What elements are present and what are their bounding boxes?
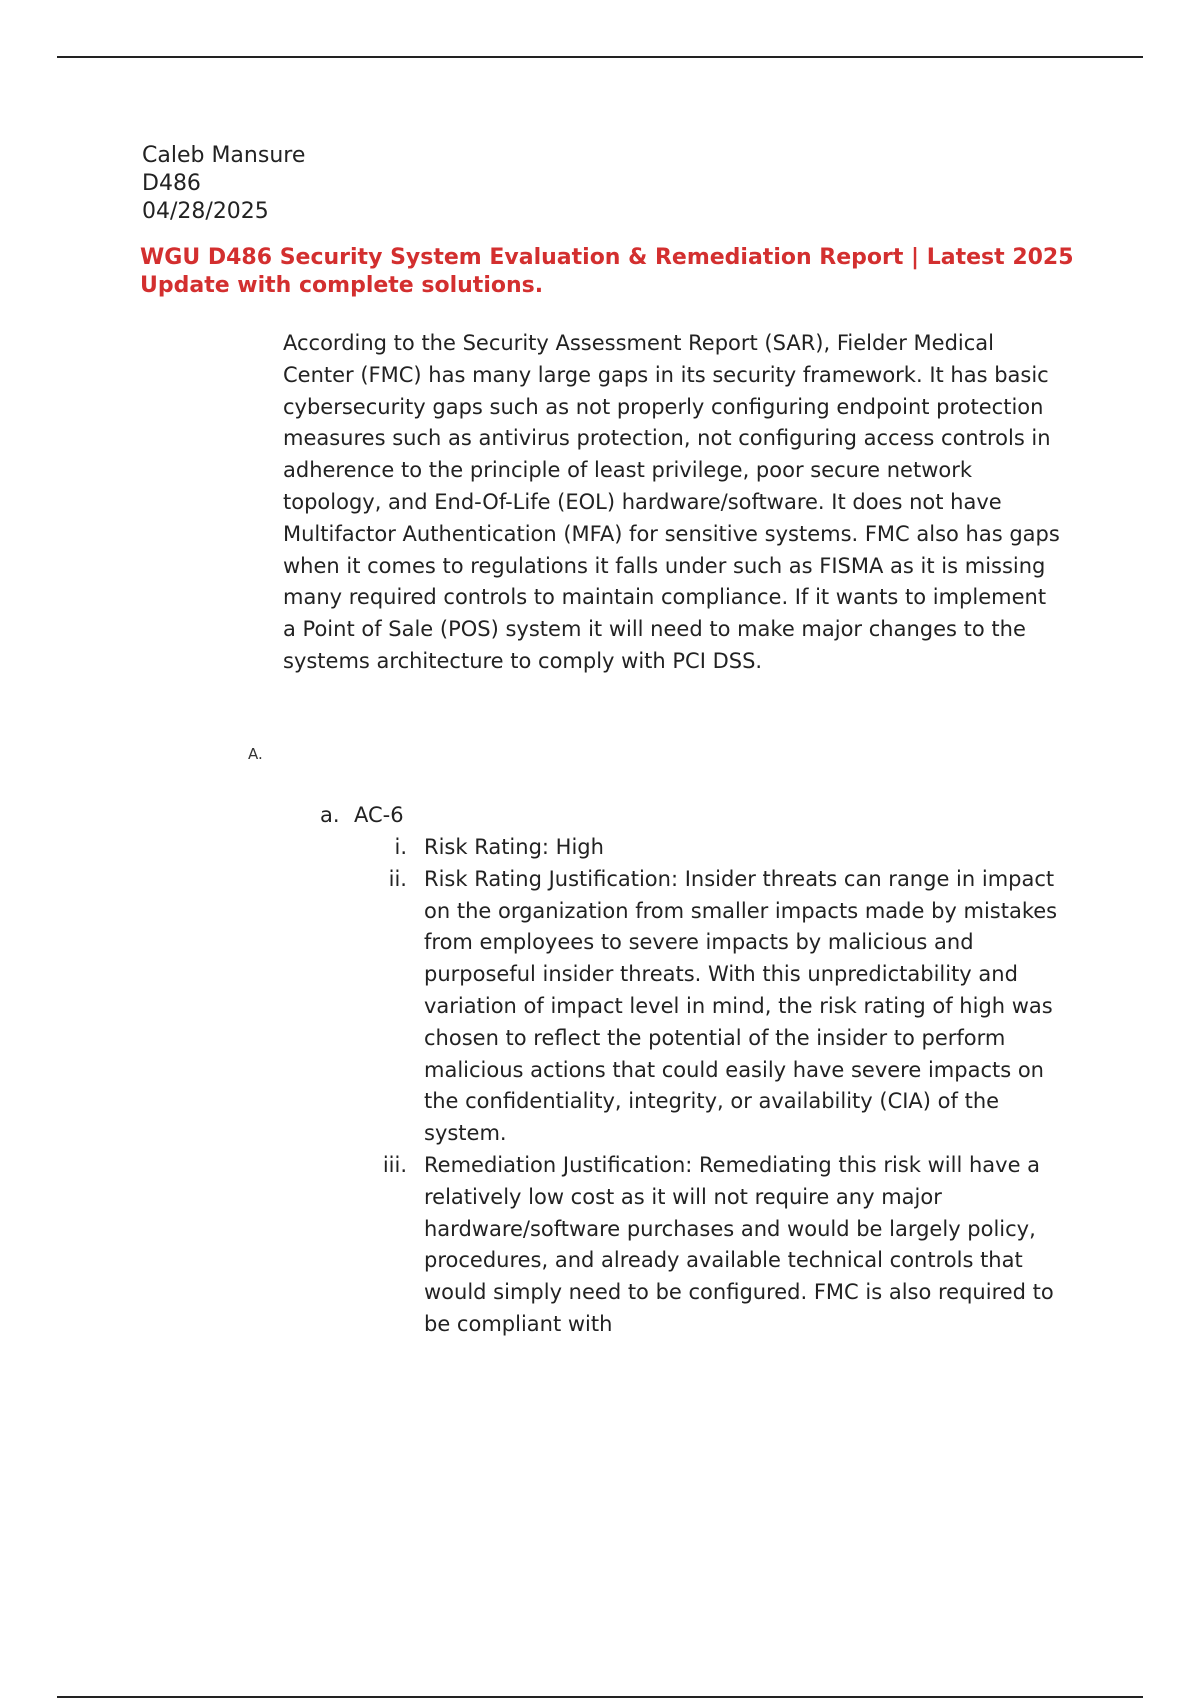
sub-list-item-risk-rating: [352, 832, 1072, 864]
list-item-a-marker: a.: [320, 803, 340, 827]
course-code: D486: [142, 171, 201, 196]
list-item-a: [320, 800, 404, 832]
sub-list-marker: i.: [394, 835, 407, 859]
bottom-rule: [57, 1696, 1143, 1698]
author-name: Caleb Mansure: [142, 143, 306, 168]
sub-list-item-risk-justification: [352, 864, 1072, 1150]
sub-list-text: Remediation Justification: Remediating this risk will have a relatively low cost as it will not require any major hardware/software purchases and would be largely policy, procedures, and already available technical controls that would simply need to be configured. FMC is also required to be compliant with: [424, 1152, 1054, 1336]
sub-list-marker: iii.: [382, 1152, 407, 1177]
document-header: [142, 142, 305, 226]
sub-list-item-remediation-justification: [352, 1150, 1072, 1341]
sub-list-text: Risk Rating Justification: Insider threats can range in impact on the organization from smaller impacts made by mistakes from employees to severe impacts by malicious and purposeful insider threats. With this unpredictability and variation of impact level in mind, the risk rating of high was chosen to reflect the potential of the insider to perform malicious actions that could easily have severe impacts on the confidentiality, integrity, or availability (CIA) of the system.: [424, 866, 1058, 1146]
list-item-a-label: AC-6: [354, 803, 404, 827]
sub-list-marker: ii.: [388, 866, 407, 891]
document-title: WGU D486 Security System Evaluation & Remediation Report | Latest 2025 Update with complete solutions.: [140, 245, 1074, 298]
intro-paragraph: According to the Security Assessment Report (SAR), Fielder Medical Center (FMC) has many large gaps in its security framework. It has basic cybersecurity gaps such as not properly configuring endpoint protection measures such as antivirus protection, not configuring access controls in adherence to the principle of least privilege, poor secure network topology, and End-Of-Life (EOL) hardware/software. It does not have Multifactor Authentication (MFA) for sensitive systems. FMC also has gaps when it comes to regulations it falls under such as FISMA as it is missing many required controls to maintain compliance. If it wants to implement a Point of Sale (POS) system it will need to make major changes to the systems architecture to comply with PCI DSS.: [283, 331, 1060, 673]
section-label: A.: [248, 745, 263, 763]
document-date: 04/28/2025: [142, 199, 269, 224]
sub-list-text: Risk Rating: High: [424, 835, 604, 859]
sub-list: [352, 832, 1072, 1341]
top-rule: [57, 56, 1143, 58]
